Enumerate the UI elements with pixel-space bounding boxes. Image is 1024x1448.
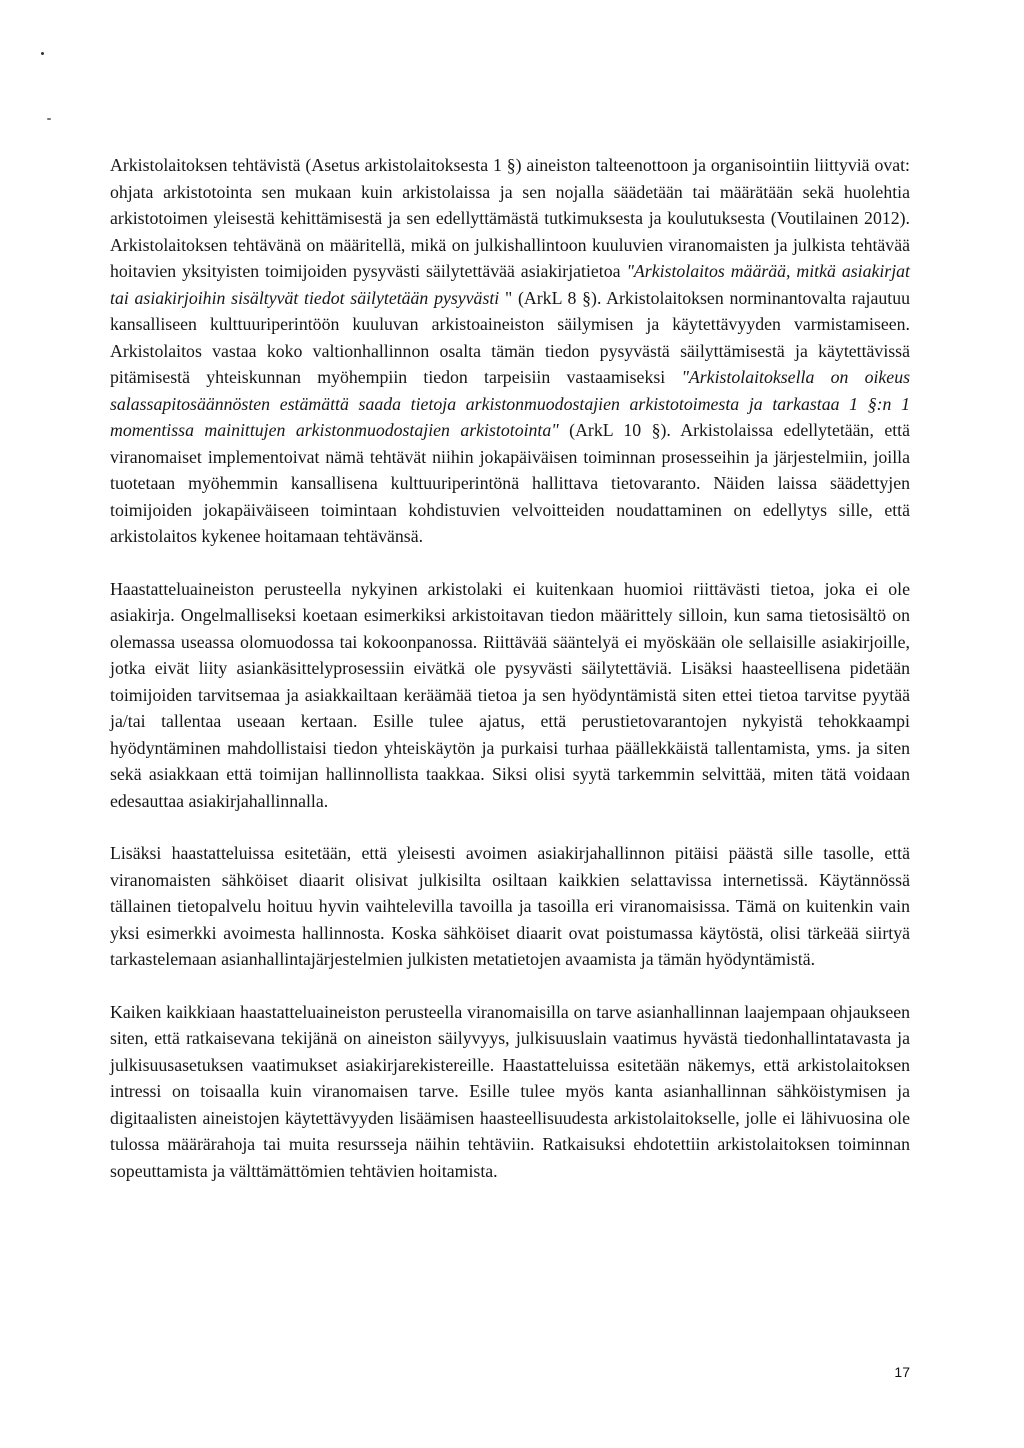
paragraph-1-quote-1: "Arkistolaitos määrää, mitkä asiakirjat tai asiakirjoihin sisältyvät tiedot säilytetään pysyvästi xyxy=(110,261,910,308)
page-number: 17 xyxy=(894,1364,910,1380)
paragraph-3-text: Lisäksi haastatteluissa esitetään, että yleisesti avoimen asiakirjahallinnon pitäisi päästä sille tasolle, että viranomaisten sähköiset diaarit olisivat julkisilta osiltaan kaikkien selattavissa internetissä. Käytännössä tällainen tietopalvelu hoituu hyvin vaihtelevilla tavoilla ja tasoilla eri viranomaisissa. Tämä on kuitenkin vain yksi esimerkki avoimesta hallinnosta. Koska sähköiset diaarit ovat poistumassa käytöstä, olisi tärkeää siirtyä tarkastelemaan asianhallintajärjestelmien julkisten metatietojen avaamista ja tämän hyödyntämistä. xyxy=(110,843,910,969)
paragraph-1-quote-2: "Arkistolaitoksella on oikeus salassapitosäännösten estämättä saada tietoja arkistonmuodostajien arkistotoimesta ja tarkastaa 1 §:n 1 momentissa mainittujen arkistonmuodostajien arkistotointa" xyxy=(110,367,911,440)
scan-speck xyxy=(47,118,51,120)
paragraph-3 xyxy=(110,840,910,973)
paragraph-1-text: " (ArkL 8 §). Arkistolaitoksen norminantovalta rajautuu kansalliseen kulttuuriperintöön kuuluvan arkistoaineiston säilymisen ja käytettävyyden varmistamiseen. Arkistolaitos vastaa koko valtionhallinnon osalta tämän tiedon pysyvästä säilyttämisestä ja käytettävissä pitämisestä yhteiskunnan myöhempiin tiedon tarpeisiin vastaamiseksi xyxy=(110,287,910,387)
paragraph-1 xyxy=(110,152,910,550)
body-text xyxy=(110,152,910,1184)
paragraph-4 xyxy=(110,999,910,1185)
paragraph-2-text: Haastatteluaineiston perusteella nykyinen arkistolaki ei kuitenkaan huomioi riittävästi tietoa, joka ei ole asiakirja. Ongelmalliseksi koetaan esimerkiksi arkistoitavan tiedon määrittely silloin, kun sama tietosisältö on olemassa useassa olomuodossa tai kokoonpanossa. Riittävää sääntelyä ei myöskään ole sellaisille asiakirjoille, jotka eivät liity asiankäsittelyprosessiin eivätkä ole pysyvästi säilytettäviä. Lisäksi haasteellisena pidetään toimijoiden tarvitsemaa ja asiakkailtaan keräämää tietoa ja sen hyödyntämistä siten ettei tietoa tarvitse pyytää ja/tai tallentaa useaan kertaan. Esille tulee ajatus, että perustietovarantojen nykyistä tehokkaampi hyödyntäminen mahdollistaisi tiedon yhteiskäytön ja purkaisi turhaa päällekkäistä tallentamista, yms. ja siten sekä asiakkaan että toimijan hallinnollista taakkaa. Siksi olisi syytä tarkemmin selvittää, miten tätä voidaan edesauttaa asiakirjahallinnalla. xyxy=(110,578,910,811)
paragraph-1-text: Arkistolaitoksen tehtävistä (Asetus arkistolaitoksesta 1 §) aineiston talteenottoon ja organisointiin liittyviä ovat: ohjata arkistotointa sen mukaan kuin arkistolaissa ja sen nojalla säädetään tai määrätään sekä huolehtia arkistotoimen yleisestä kehittämisestä ja sen edellyttämästä tutkimuksesta ja koulutuksesta (Voutilainen 2012). Arkistolaitoksen tehtävänä on määritellä, mikä on julkishallintoon kuuluvien viranomaisten ja julkista tehtävää hoitavien yksityisten toimijoiden pysyvästi säilytettävää asiakirjatietoa xyxy=(110,155,910,281)
scan-speck xyxy=(41,52,44,55)
paragraph-4-text: Kaiken kaikkiaan haastatteluaineiston perusteella viranomaisilla on tarve asianhallinnan laajempaan ohjaukseen siten, että ratkaisevana tekijänä on aineiston säilyvyys, julkisuuslain vaatimus hyvästä tiedonhallintatavasta ja julkisuusasetuksen vaatimukset asiakirjarekistereille. Haastatteluissa esitetään näkemys, että arkistolaitoksen intressi on toisaalla kuin viranomaisen tarve. Esille tulee myös kanta asianhallinnan sähköistymisen ja digitaalisten aineistojen käytettävyyden lisäämisen haasteellisuudesta arkistolaitokselle, jolle ei lähivuosina ole tulossa määrärahoja tai muita resursseja näihin tehtäviin. Ratkaisuksi ehdotettiin arkistolaitoksen toiminnan sopeuttamista ja välttämättömien tehtävien hoitamista. xyxy=(110,1001,910,1181)
paragraph-2 xyxy=(110,576,910,815)
paragraph-1-text: (ArkL 10 §). Arkistolaissa edellytetään, että viranomaiset implementoivat nämä tehtävät niihin jokapäiväisen toiminnan prosesseihin ja järjestelmiin, joilla tuotetaan myöhemmin kansallisena kulttuuriperintönä hallittava tietovaranto. Näiden laissa säädettyjen toimijoiden jokapäiväiseen toimintaan kohdistuvien velvoitteiden noudattaminen on edellytys sille, että arkistolaitos kykenee hoitamaan tehtävänsä. xyxy=(110,420,910,546)
